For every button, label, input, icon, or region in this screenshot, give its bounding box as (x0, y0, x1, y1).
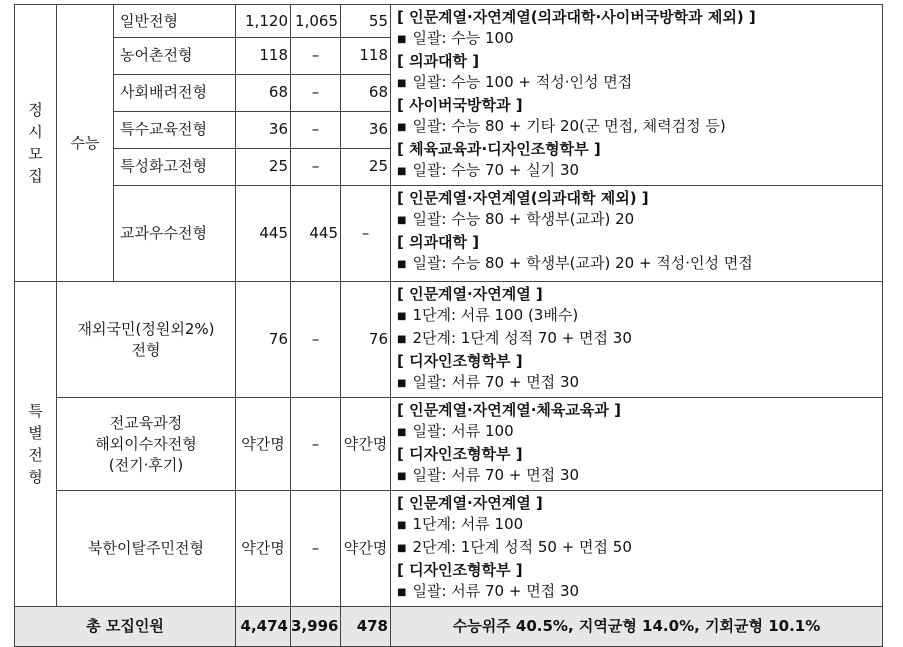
criteria-heading: [ 체육교육과·디자인조형학부 ] (397, 140, 601, 158)
criteria-item: ■ 일괄: 수능 80 + 학생부(교과) 20 + 적성·인성 면접 (397, 253, 882, 276)
vertical-char: 모 (28, 145, 43, 163)
count-b: 약간명 (341, 491, 391, 607)
total-count: 4,474 (236, 607, 291, 647)
criteria-regular-1 (391, 5, 883, 186)
criteria-heading: [ 사이버국방학과 ] (397, 96, 523, 114)
table-row (15, 398, 883, 491)
criteria-item: ■ 일괄: 서류 70 + 면접 30 (397, 372, 882, 395)
total-count-a: 3,996 (291, 607, 341, 647)
count-a: – (291, 112, 341, 148)
criteria-heading: [ 의과대학 ] (397, 233, 480, 251)
count-total: 36 (236, 112, 291, 148)
count-b: 118 (341, 38, 391, 74)
count-total: 약간명 (236, 491, 291, 607)
vertical-char: 전 (28, 446, 43, 464)
criteria-heading: [ 의과대학 ] (397, 52, 480, 70)
type-name (57, 398, 236, 491)
vertical-char: 시 (28, 123, 43, 141)
criteria-special-3 (391, 491, 883, 607)
group-label-regular (15, 5, 57, 282)
admissions-table (14, 4, 883, 647)
criteria-item: ■ 2단계: 1단계 성적 50 + 면접 50 (397, 537, 882, 560)
count-a: – (291, 148, 341, 185)
count-total: 445 (236, 186, 291, 282)
criteria-item: ■ 일괄: 서류 70 + 면접 30 (397, 581, 882, 604)
count-a: – (291, 74, 341, 111)
criteria-item: ■ 일괄: 수능 100 (397, 28, 882, 51)
type-name-line: 재외국민(정원외2%) (77, 319, 215, 338)
vertical-char: 별 (28, 424, 43, 442)
group-label-text (15, 400, 56, 488)
count-total: 68 (236, 74, 291, 111)
criteria-heading: [ 디자인조형학부 ] (397, 352, 523, 370)
criteria-item: ■ 1단계: 서류 100 (397, 514, 882, 537)
criteria-item: ■ 1단계: 서류 100 (3배수) (397, 305, 882, 328)
count-b: 76 (341, 282, 391, 398)
count-total: 76 (236, 282, 291, 398)
type-name (57, 282, 236, 398)
table-row (15, 491, 883, 607)
count-a: – (291, 282, 341, 398)
criteria-heading: [ 인문계열·자연계열(의과대학 제외) ] (397, 189, 649, 207)
count-b: – (341, 186, 391, 282)
type-name: 교과우수전형 (114, 186, 236, 282)
count-a: 445 (291, 186, 341, 282)
table-row (15, 5, 883, 38)
criteria-heading: [ 인문계열·자연계열 ] (397, 285, 543, 303)
type-name: 일반전형 (114, 5, 236, 38)
total-summary: 수능위주 40.5%, 지역균형 14.0%, 기회균형 10.1% (391, 607, 883, 647)
criteria-item: ■ 2단계: 1단계 성적 70 + 면접 30 (397, 328, 882, 351)
group-label-text (15, 99, 56, 187)
count-a: 1,065 (291, 5, 341, 38)
type-name: 북한이탈주민전형 (57, 491, 236, 607)
criteria-item: ■ 일괄: 서류 70 + 면접 30 (397, 465, 882, 488)
criteria-item: ■ 일괄: 서류 100 (397, 421, 882, 444)
count-b: 36 (341, 112, 391, 148)
criteria-item: ■ 일괄: 수능 70 + 실기 30 (397, 160, 882, 183)
criteria-item: ■ 일괄: 수능 80 + 기타 20(군 면접, 체력검정 등) (397, 116, 882, 139)
count-b: 약간명 (341, 398, 391, 491)
group-label-special (15, 282, 57, 607)
criteria-regular-2 (391, 186, 883, 282)
criteria-heading: [ 인문계열·자연계열(의과대학·사이버국방학과 제외) ] (397, 8, 756, 26)
type-name-line: 전교육과정 (109, 413, 183, 432)
total-label: 총 모집인원 (15, 607, 236, 647)
type-name: 특성화고전형 (114, 148, 236, 185)
type-name: 사회배려전형 (114, 74, 236, 111)
total-count-b: 478 (341, 607, 391, 647)
vertical-char: 정 (28, 101, 43, 119)
count-total: 118 (236, 38, 291, 74)
count-b: 25 (341, 148, 391, 185)
count-total: 약간명 (236, 398, 291, 491)
type-name-line: 전형 (131, 340, 161, 359)
table-row (15, 186, 883, 282)
criteria-special-1 (391, 282, 883, 398)
count-total: 1,120 (236, 5, 291, 38)
criteria-heading: [ 디자인조형학부 ] (397, 561, 523, 579)
type-name: 특수교육전형 (114, 112, 236, 148)
table-row (15, 282, 883, 398)
count-a: – (291, 491, 341, 607)
count-a: – (291, 398, 341, 491)
track-label: 수능 (57, 5, 114, 282)
type-name-line: (전기·후기) (108, 455, 184, 474)
vertical-char: 특 (28, 402, 43, 420)
count-b: 55 (341, 5, 391, 38)
criteria-heading: [ 인문계열·자연계열·체육교육과 ] (397, 401, 621, 419)
criteria-item: ■ 일괄: 수능 80 + 학생부(교과) 20 (397, 209, 882, 232)
type-name: 농어촌전형 (114, 38, 236, 74)
type-name-line: 해외이수자전형 (95, 434, 197, 453)
criteria-item: ■ 일괄: 수능 100 + 적성·인성 면접 (397, 72, 882, 95)
criteria-special-2 (391, 398, 883, 491)
criteria-heading: [ 디자인조형학부 ] (397, 445, 523, 463)
count-a: – (291, 38, 341, 74)
vertical-char: 집 (28, 167, 43, 185)
count-total: 25 (236, 148, 291, 185)
count-b: 68 (341, 74, 391, 111)
criteria-heading: [ 인문계열·자연계열 ] (397, 494, 543, 512)
vertical-char: 형 (28, 468, 43, 486)
